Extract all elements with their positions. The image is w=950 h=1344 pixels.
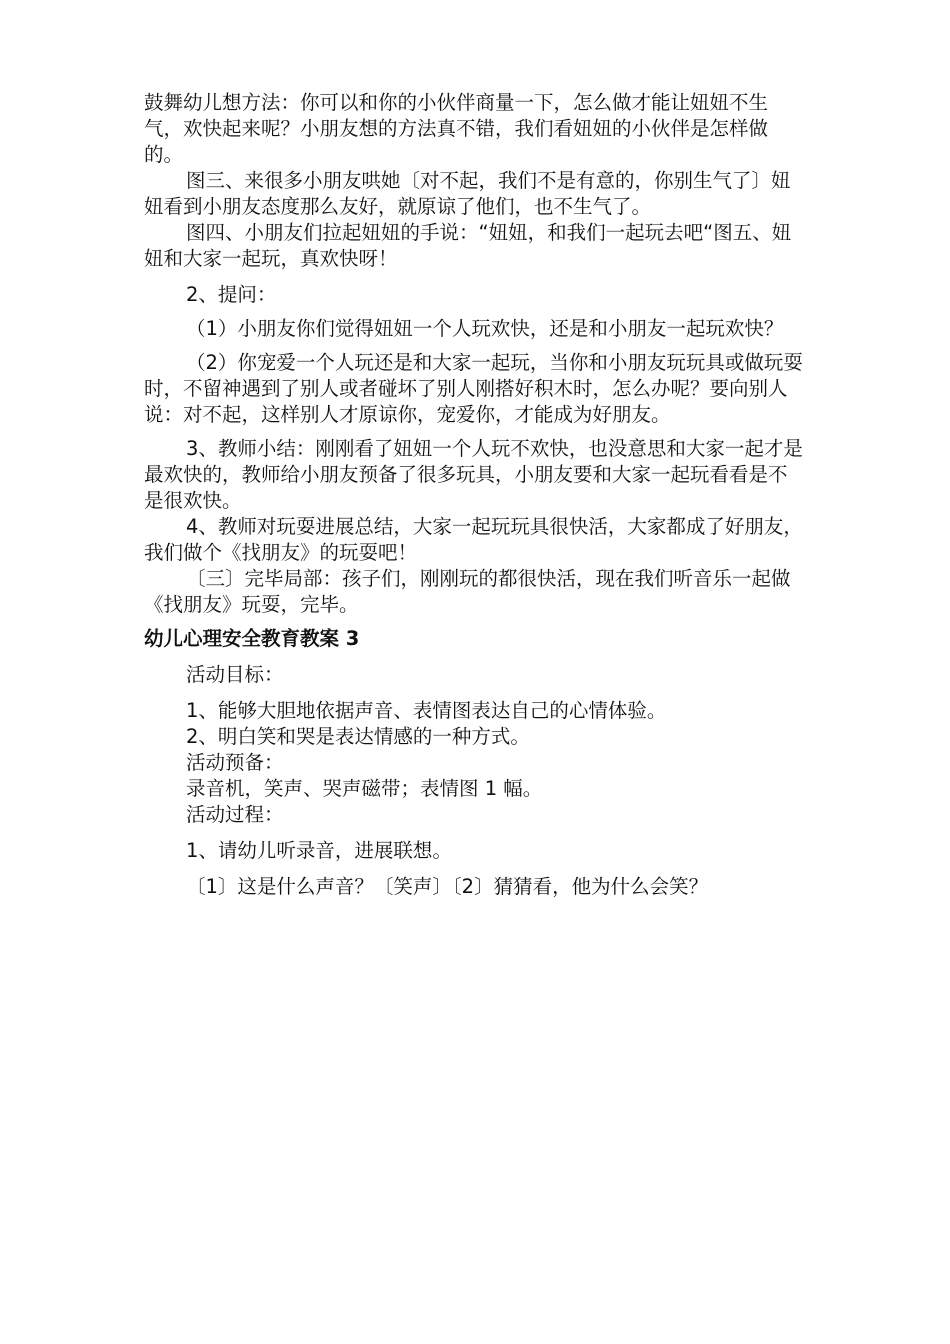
- activity-goal-one: 1、能够大胆地依据声音、表情图表达自己的心情体验。: [186, 699, 667, 722]
- activity-process-title: 活动过程：: [186, 803, 284, 826]
- activity-prep-items: 录音机，笑声、哭声磁带；表情图 1 幅。: [186, 777, 543, 800]
- lesson-plan-heading: 幼儿心理安全教育教案 3: [144, 627, 360, 650]
- activity-prep-title: 活动预备：: [186, 751, 284, 774]
- teacher-summary: 3、教师小结：刚刚看了妞妞一个人玩不欢快，也没意思和大家一起才是最欢快的，教师给小朋友预备了很多玩具，小朋友要和大家一起玩看看是不是很欢快。: [144, 437, 803, 512]
- question-two: （2）你宠爱一个人玩还是和大家一起玩，当你和小朋友玩玩具或做玩耍时，不留神遇到了别人或者碰坏了别人刚搭好积木时，怎么办呢？要向别人说：对不起，这样别人才原谅你，宠爱你，才能成为好朋友。: [144, 351, 803, 426]
- ending-part: 〔三〕完毕局部：孩子们，刚刚玩的都很快活，现在我们听音乐一起做《找朋友》玩耍，完毕。: [144, 567, 791, 616]
- paragraph-figure-three: 图三、来很多小朋友哄她〔对不起，我们不是有意的，你别生气了〕妞妞看到小朋友态度那么友好，就原谅了他们，也不生气了。: [144, 169, 791, 218]
- game-summary: 4、教师对玩耍进展总结，大家一起玩玩具很快活，大家都成了好朋友，我们做个《找朋友》的玩耍吧！: [144, 515, 803, 564]
- process-step-one-questions: 〔1〕这是什么声音？〔笑声〕〔2〕猜猜看，他为什么会笑？: [186, 875, 709, 898]
- process-step-one: 1、请幼儿听录音，进展联想。: [186, 839, 452, 862]
- paragraph-encourage-methods: 鼓舞幼儿想方法：你可以和你的小伙伴商量一下，怎么做才能让妞妞不生气，欢快起来呢？小朋友想的方法真不错，我们看妞妞的小伙伴是怎样做的。: [144, 91, 769, 166]
- question-one: （1）小朋友你们觉得妞妞一个人玩欢快，还是和小朋友一起玩欢快？: [186, 317, 784, 340]
- paragraph-figure-four-five: 图四、小朋友们拉起妞妞的手说：“妞妞，和我们一起玩去吧“图五、妞妞和大家一起玩，真欢快呀！: [144, 221, 792, 270]
- section-questions-title: 2、提问：: [186, 283, 277, 306]
- activity-goals-title: 活动目标：: [186, 663, 284, 686]
- document-body: [144, 90, 804, 900]
- activity-goal-two: 2、明白笑和哭是表达情感的一种方式。: [186, 725, 530, 748]
